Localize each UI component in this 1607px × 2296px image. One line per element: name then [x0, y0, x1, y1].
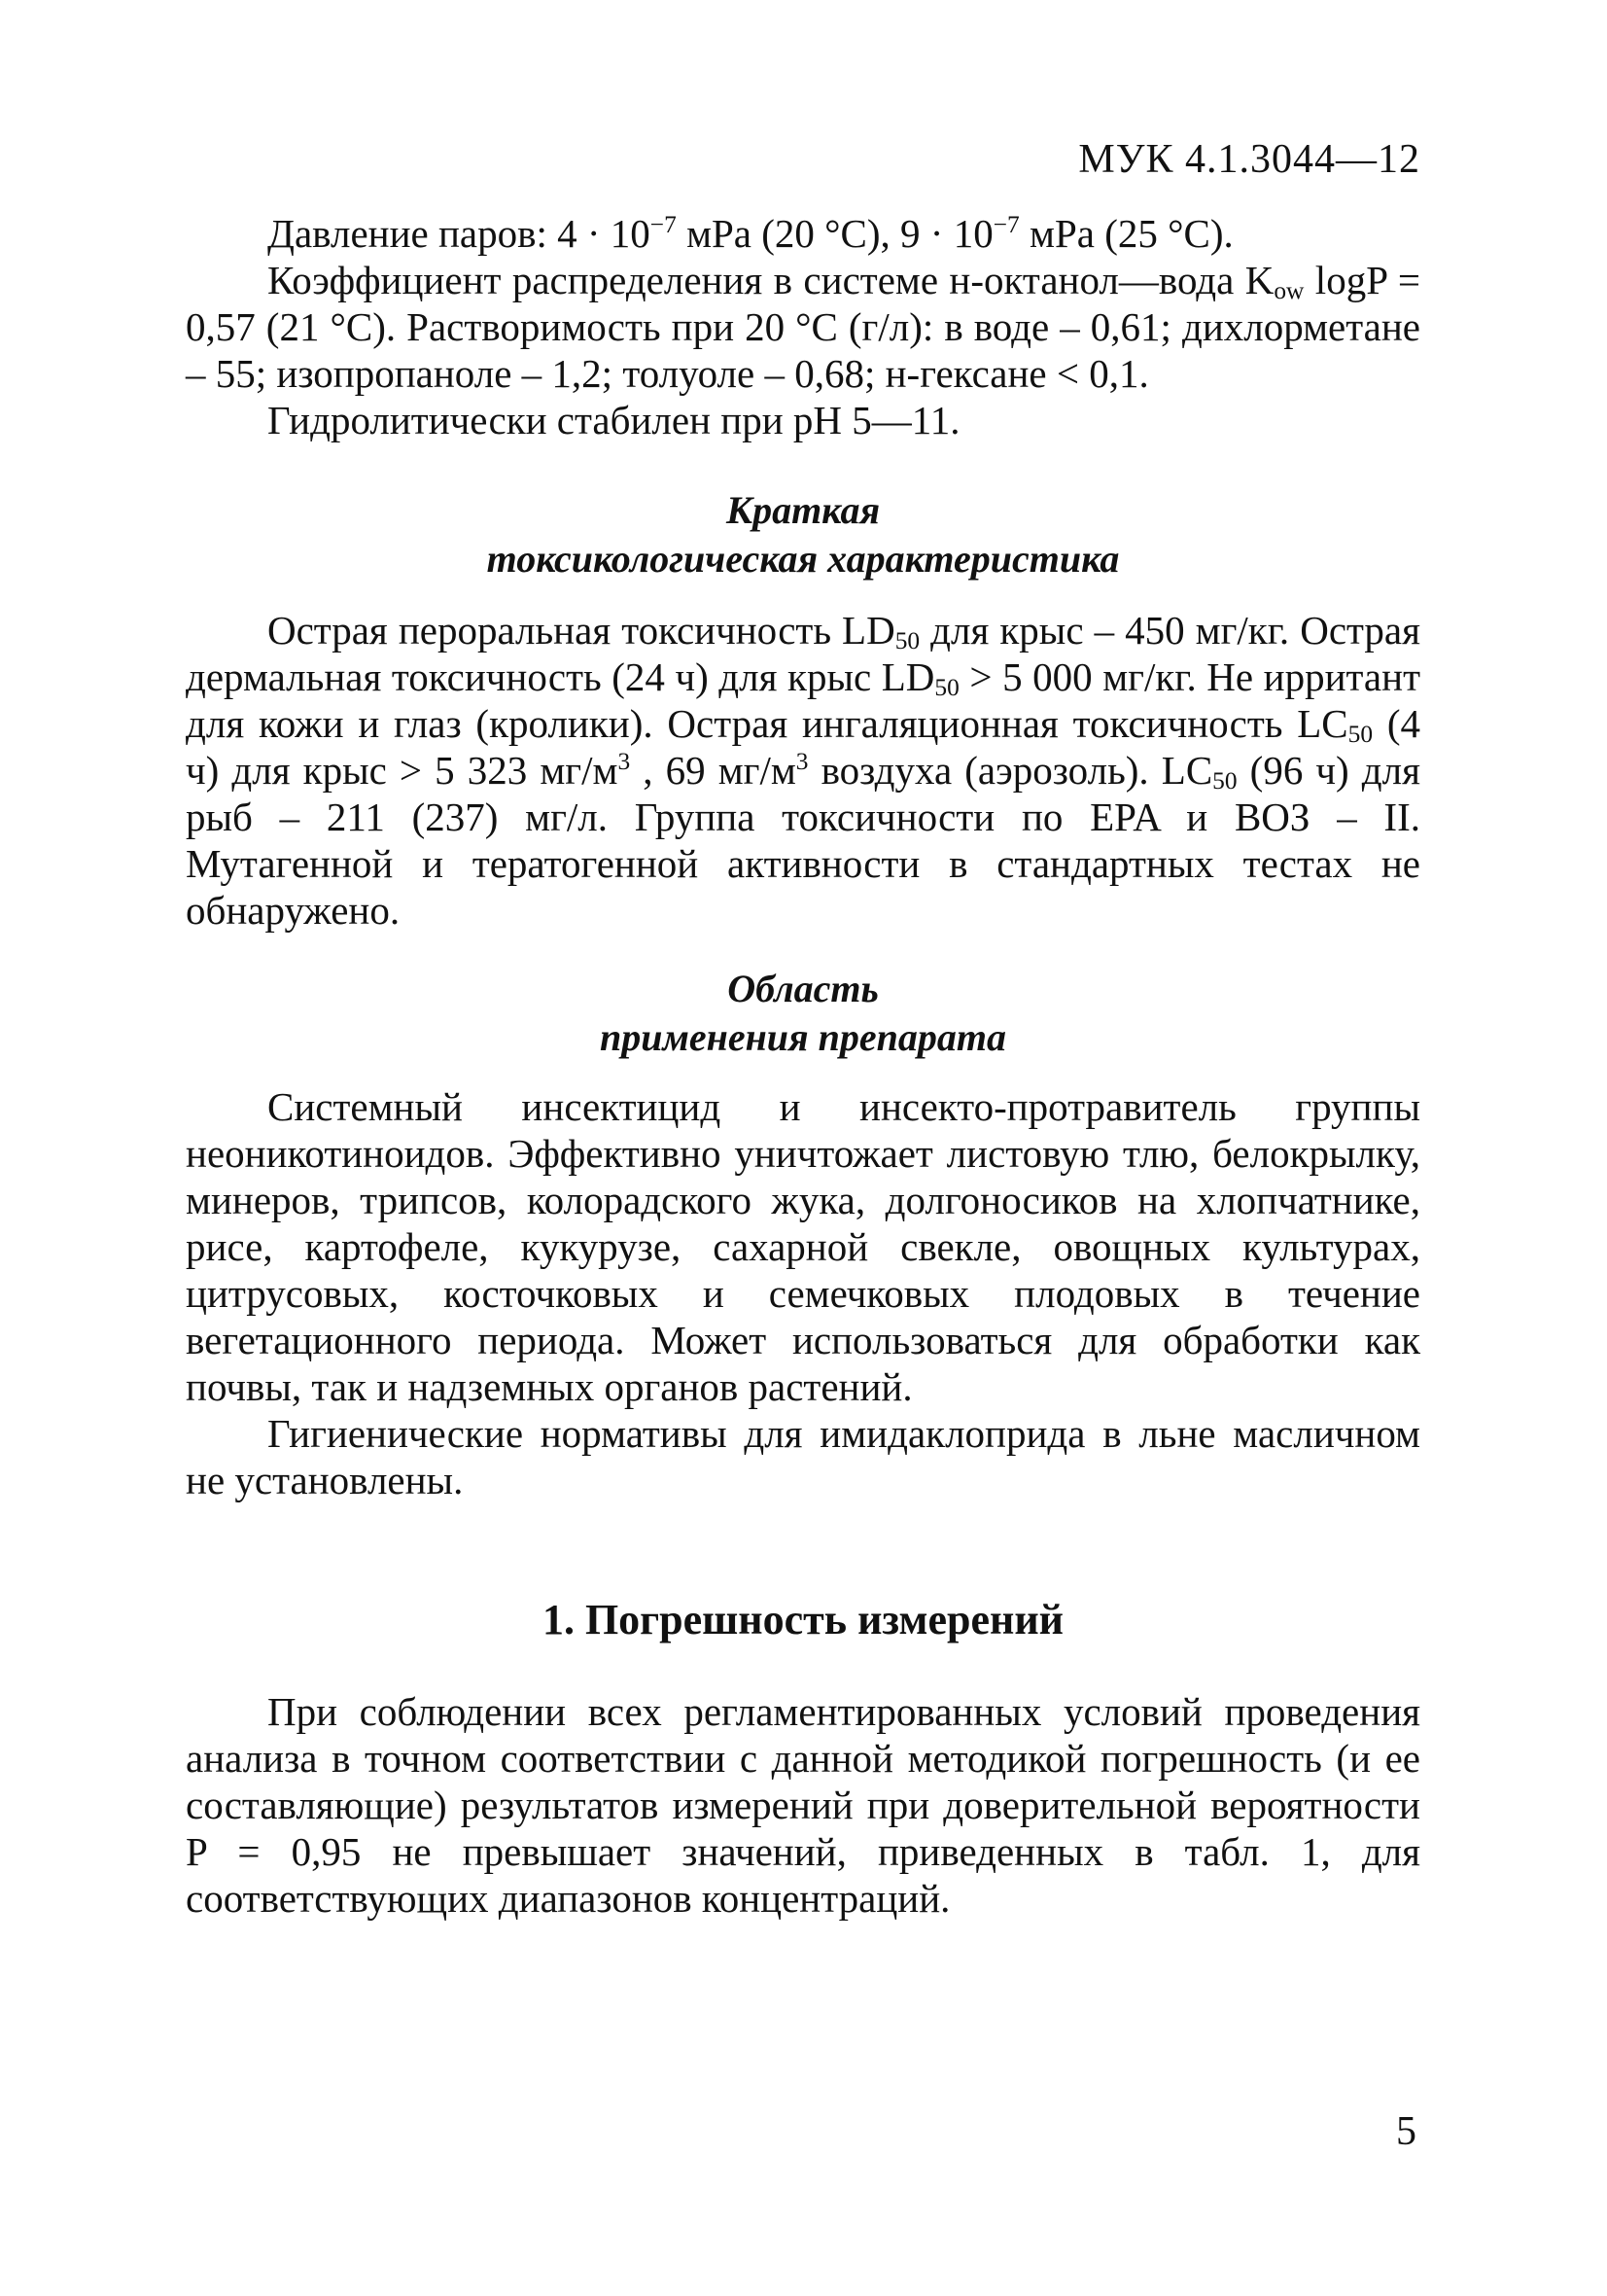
measurement-error-paragraph: При соблюдении всех регламентированных условий проведения анализа в точном соответствии с данной методикой погрешность (и ее составляющие) результатов измерений при доверительной вероятности P = 0,95 не превышает значений, приведенных в табл. 1, для соответствующих диапазонов концентраций.: [186, 1689, 1420, 1921]
toxicology-paragraph: Острая пероральная токсичность $LD_{50}$ для крыс – 450 мг/кг. Острая дермальная токсичность (24 ч) для крыс $LD_{50} > 5$ 000 мг/кг. Не ирритант для кожи и глаз (кролики). Острая ингаляционная токсичность $LC_{50}$ (4 ч) для крыс > 5 323 $мг/м^3$ , 69 $мг/м^3$ воздуха (аэрозоль). $LC_{50}$ (96 ч) для рыб – 211 (237) мг/л. Группа токсичности по EPA и ВОЗ – II. Мутагенной и тератогенной активности в стандартных тестах не обнаружено.: [186, 608, 1421, 933]
partition-coefficient-paragraph: Коэффициент распределения в системе н-октанол—вода $K_{ow}$ logP = 0,57 (21 °C). Растворимость при 20 °C (г/л): в воде – 0,61; дихлорметане – 55; изопропаноле – 1,2; толуоле – 0,68; н-гексане < 0,1.: [186, 258, 1420, 396]
application-block: [186, 1083, 1420, 1503]
doc-code-header: МУК 4.1.3044—12: [1078, 137, 1420, 182]
hygiene-norms-paragraph: Гигиенические нормативы для имидаклоприда в льне масличном не установлены.: [186, 1411, 1420, 1502]
properties-block: [186, 210, 1420, 443]
toxicology-block: [186, 607, 1420, 934]
application-heading-line2: применения препарата: [599, 1015, 1007, 1059]
application-paragraph: Системный инсектицид и инсекто-протравитель группы неоникотиноидов. Эффективно уничтожает листовую тлю, белокрылку, минеров, трипсов, колорадского жука, долгоносиков на хлопчатнике, рисе, картофеле, кукурузе, сахарной свекле, овощных культурах, цитрусовых, косточковых и семечковых плодовых в течение вегетационного периода. Может использоваться для обработки как почвы, так и надземных органов растений.: [186, 1084, 1420, 1409]
section-1-block: [186, 1688, 1420, 1922]
application-heading-line1: Область: [727, 967, 879, 1010]
toxicology-heading: [186, 486, 1420, 583]
vapor-pressure-paragraph: Давление паров: $4 \cdot 10^{-7}$ мPa (20 °C), $9 \cdot 10^{-7}$ мPa (25 °C).: [267, 210, 1234, 256]
toxicology-heading-line1: Краткая: [725, 488, 881, 532]
toxicology-heading-line2: токсикологическая характеристика: [486, 537, 1120, 581]
hydrolysis-paragraph: Гидролитически стабилен при pH 5—11.: [267, 398, 961, 442]
section-1-heading: 1. Погрешность измерений: [541, 1596, 1065, 1643]
application-heading: [186, 965, 1420, 1062]
page-number: 5: [1396, 2109, 1416, 2154]
